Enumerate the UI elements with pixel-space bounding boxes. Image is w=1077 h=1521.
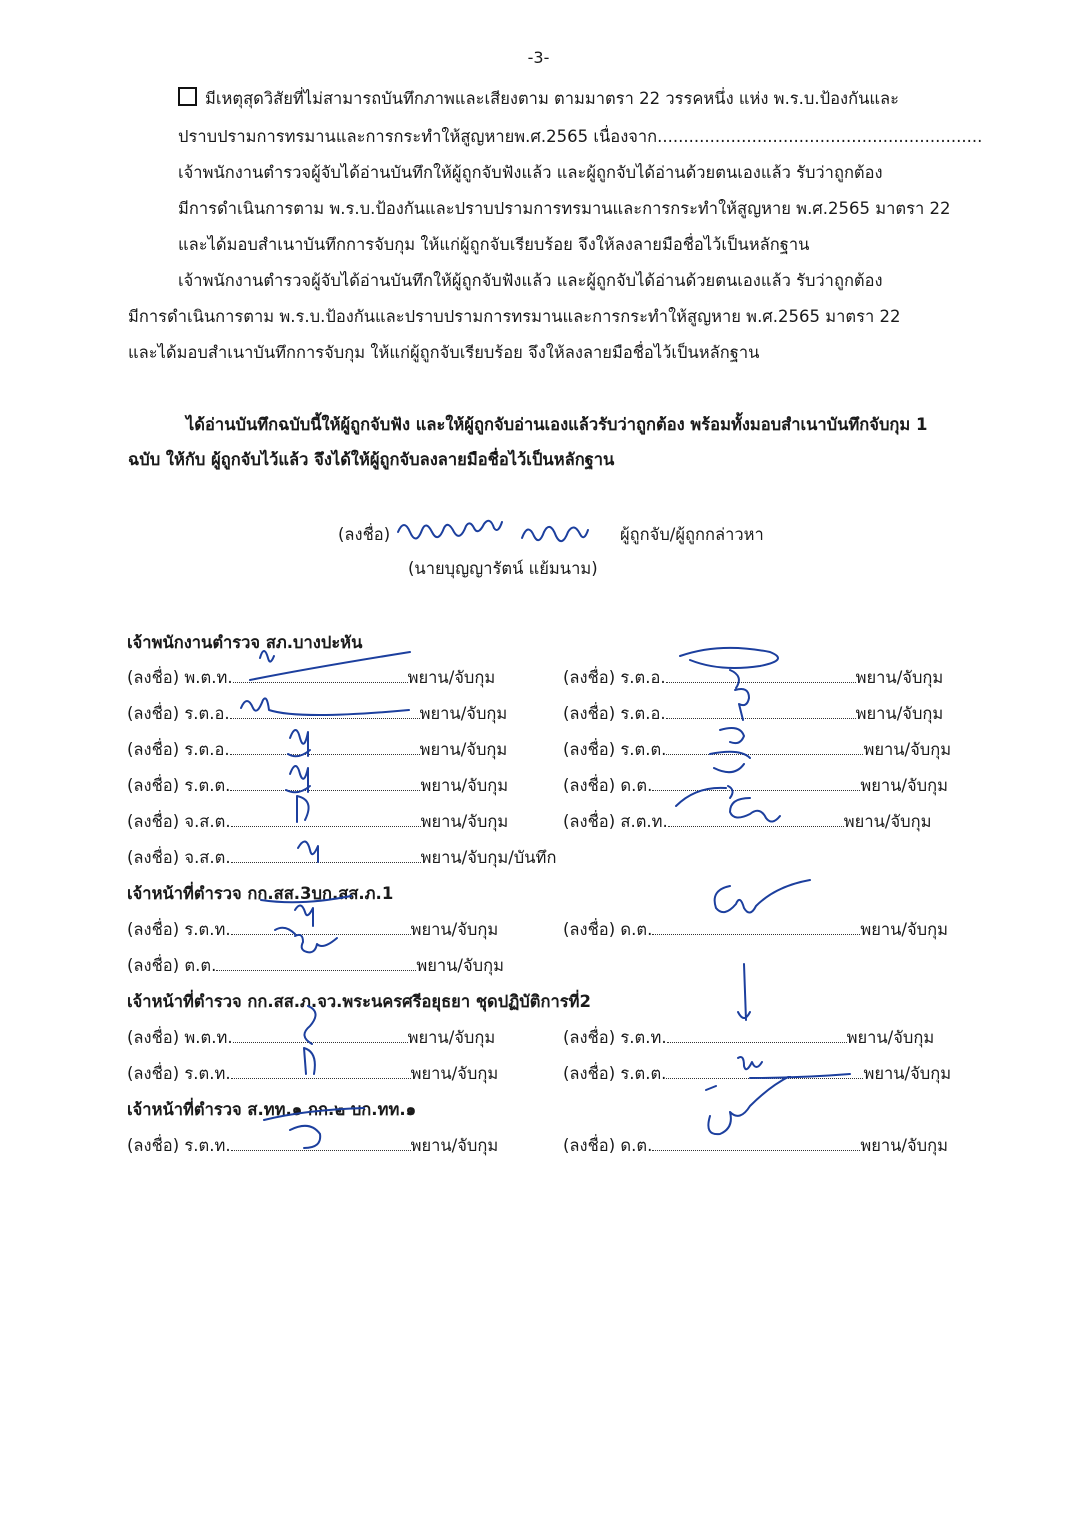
para1-line2: ปราบปรามการทรมานและการกระทำให้สูญหายพ.ศ.2565 เนื่องจาก..............................................................	[178, 127, 983, 146]
signature-line: (ลงชื่อ) ร.ต.ท. พยาน/จับกุม	[563, 1028, 935, 1047]
signature-line: (ลงชื่อ) ร.ต.ต. พยาน/จับกุม	[563, 1064, 952, 1083]
signature-line: (ลงชื่อ) พ.ต.ท. พยาน/จับกุม	[127, 1028, 496, 1047]
signature-blank	[231, 1136, 411, 1151]
signature-blank	[652, 776, 860, 791]
section-heading: เจ้าหน้าที่ตำรวจ ส.ทท.๑ กก.๒ บก.ทท.๑	[127, 1100, 417, 1119]
signature-line: (ลงชื่อ) ร.ต.ต. พยาน/จับกุม	[563, 740, 952, 759]
para2-line3: และได้มอบสำเนาบันทึกการจับกุม ให้แก่ผู้ถูกจับเรียบร้อย จึงให้ลงลายมือชื่อไว้เป็นหลักฐาน	[128, 343, 760, 362]
signature-blank	[233, 668, 408, 683]
para1-line3: เจ้าพนักงานตำรวจผู้จับได้อ่านบันทึกให้ผู้ถูกจับฟังแล้ว และผู้ถูกจับได้อ่านด้วยตนเองแล้ว รับว่าถูกต้อง	[178, 163, 883, 182]
signature-blank	[216, 956, 416, 971]
signature-blank	[231, 848, 421, 863]
signature-blank	[652, 920, 860, 935]
signature-line: (ลงชื่อ) ร.ต.ท. พยาน/จับกุม	[127, 920, 499, 939]
para2-line2: มีการดำเนินการตาม พ.ร.บ.ป้องกันและปราบปรามการทรมานและการกระทำให้สูญหาย พ.ศ.2565 มาตรา 22	[128, 307, 901, 326]
arrestee-name: (นายบุญญารัตน์ แย้มนาม)	[408, 559, 598, 578]
signature-line: (ลงชื่อ) ด.ต. พยาน/จับกุม	[563, 920, 948, 939]
signature-line: (ลงชื่อ) พ.ต.ท. พยาน/จับกุม	[127, 668, 496, 687]
signature-blank	[230, 704, 420, 719]
signature-blank	[231, 1064, 411, 1079]
signature-blank	[666, 740, 863, 755]
signature-line: (ลงชื่อ) จ.ส.ต. พยาน/จับกุม	[127, 812, 509, 831]
signature-blank	[231, 812, 421, 827]
para1-line5: และได้มอบสำเนาบันทึกการจับกุม ให้แก่ผู้ถูกจับเรียบร้อย จึงให้ลงลายมือชื่อไว้เป็นหลักฐาน	[178, 235, 810, 254]
signature-blank	[667, 1028, 847, 1043]
signature-blank	[668, 812, 844, 827]
signature-line: (ลงชื่อ) ร.ต.ท. พยาน/จับกุม	[127, 1064, 499, 1083]
page-number: -3-	[527, 48, 550, 67]
signature-line: (ลงชื่อ) ต.ต. พยาน/จับกุม	[127, 956, 504, 975]
checkbox-icon	[178, 87, 197, 106]
para1-line1: มีเหตุสุดวิสัยที่ไม่สามารถบันทึกภาพและเสียงตาม ตามมาตรา 22 วรรคหนึ่ง แห่ง พ.ร.บ.ป้องกันและ	[178, 86, 899, 112]
arrestee-signature	[394, 508, 614, 548]
signature-blank	[231, 920, 411, 935]
signature-blank	[652, 1136, 860, 1151]
signature-line: (ลงชื่อ) ส.ต.ท. พยาน/จับกุม	[563, 812, 932, 831]
signature-line: (ลงชื่อ) ด.ต. พยาน/จับกุม	[563, 776, 948, 795]
arrestee-role: ผู้ถูกจับ/ผู้ถูกกล่าวหา	[620, 525, 764, 544]
signature-blank	[666, 1064, 863, 1079]
para3-line1: ได้อ่านบันทึกฉบับนี้ให้ผู้ถูกจับฟัง และให้ผู้ถูกจับอ่านเองแล้วรับว่าถูกต้อง พร้อมทั้งมอบสำเนาบันทึกจับกุม 1	[186, 415, 928, 434]
section-heading: เจ้าหน้าที่ตำรวจ กก.สส.3บก.สส.ภ.1	[127, 884, 394, 903]
signature-line: (ลงชื่อ) ร.ต.อ. พยาน/จับกุม	[563, 668, 944, 687]
signature-blank	[666, 668, 856, 683]
signature-line: (ลงชื่อ) ร.ต.อ. พยาน/จับกุม	[127, 704, 508, 723]
signature-line: (ลงชื่อ) จ.ส.ต. พยาน/จับกุม/บันทึก	[127, 848, 557, 867]
signature-blank	[230, 740, 420, 755]
signature-line: (ลงชื่อ) ด.ต. พยาน/จับกุม	[563, 1136, 948, 1155]
section-heading: เจ้าพนักงานตำรวจ สภ.บางปะหัน	[127, 633, 363, 652]
para2-line1: เจ้าพนักงานตำรวจผู้จับได้อ่านบันทึกให้ผู้ถูกจับฟังแล้ว และผู้ถูกจับได้อ่านด้วยตนเองแล้ว รับว่าถูกต้อง	[178, 271, 883, 290]
section-heading: เจ้าหน้าที่ตำรวจ กก.สส.ภ.จว.พระนครศรีอยุธยา ชุดปฏิบัติการที่2	[127, 992, 591, 1011]
signature-blank	[666, 704, 856, 719]
signature-blank	[230, 776, 420, 791]
signature-line: (ลงชื่อ) ร.ต.อ. พยาน/จับกุม	[563, 704, 944, 723]
signature-line: (ลงชื่อ) ร.ต.อ. พยาน/จับกุม	[127, 740, 508, 759]
arrestee-sign-prefix: (ลงชื่อ)	[338, 525, 391, 544]
signature-blank	[233, 1028, 408, 1043]
para3-line2: ฉบับ ให้กับ ผู้ถูกจับไว้แล้ว จึงได้ให้ผู้ถูกจับลงลายมือชื่อไว้เป็นหลักฐาน	[128, 450, 615, 469]
para1-line4: มีการดำเนินการตาม พ.ร.บ.ป้องกันและปราบปรามการทรมานและการกระทำให้สูญหาย พ.ศ.2565 มาตรา 22	[178, 199, 951, 218]
signature-line: (ลงชื่อ) ร.ต.ท. พยาน/จับกุม	[127, 1136, 499, 1155]
signature-line: (ลงชื่อ) ร.ต.ต. พยาน/จับกุม	[127, 776, 509, 795]
